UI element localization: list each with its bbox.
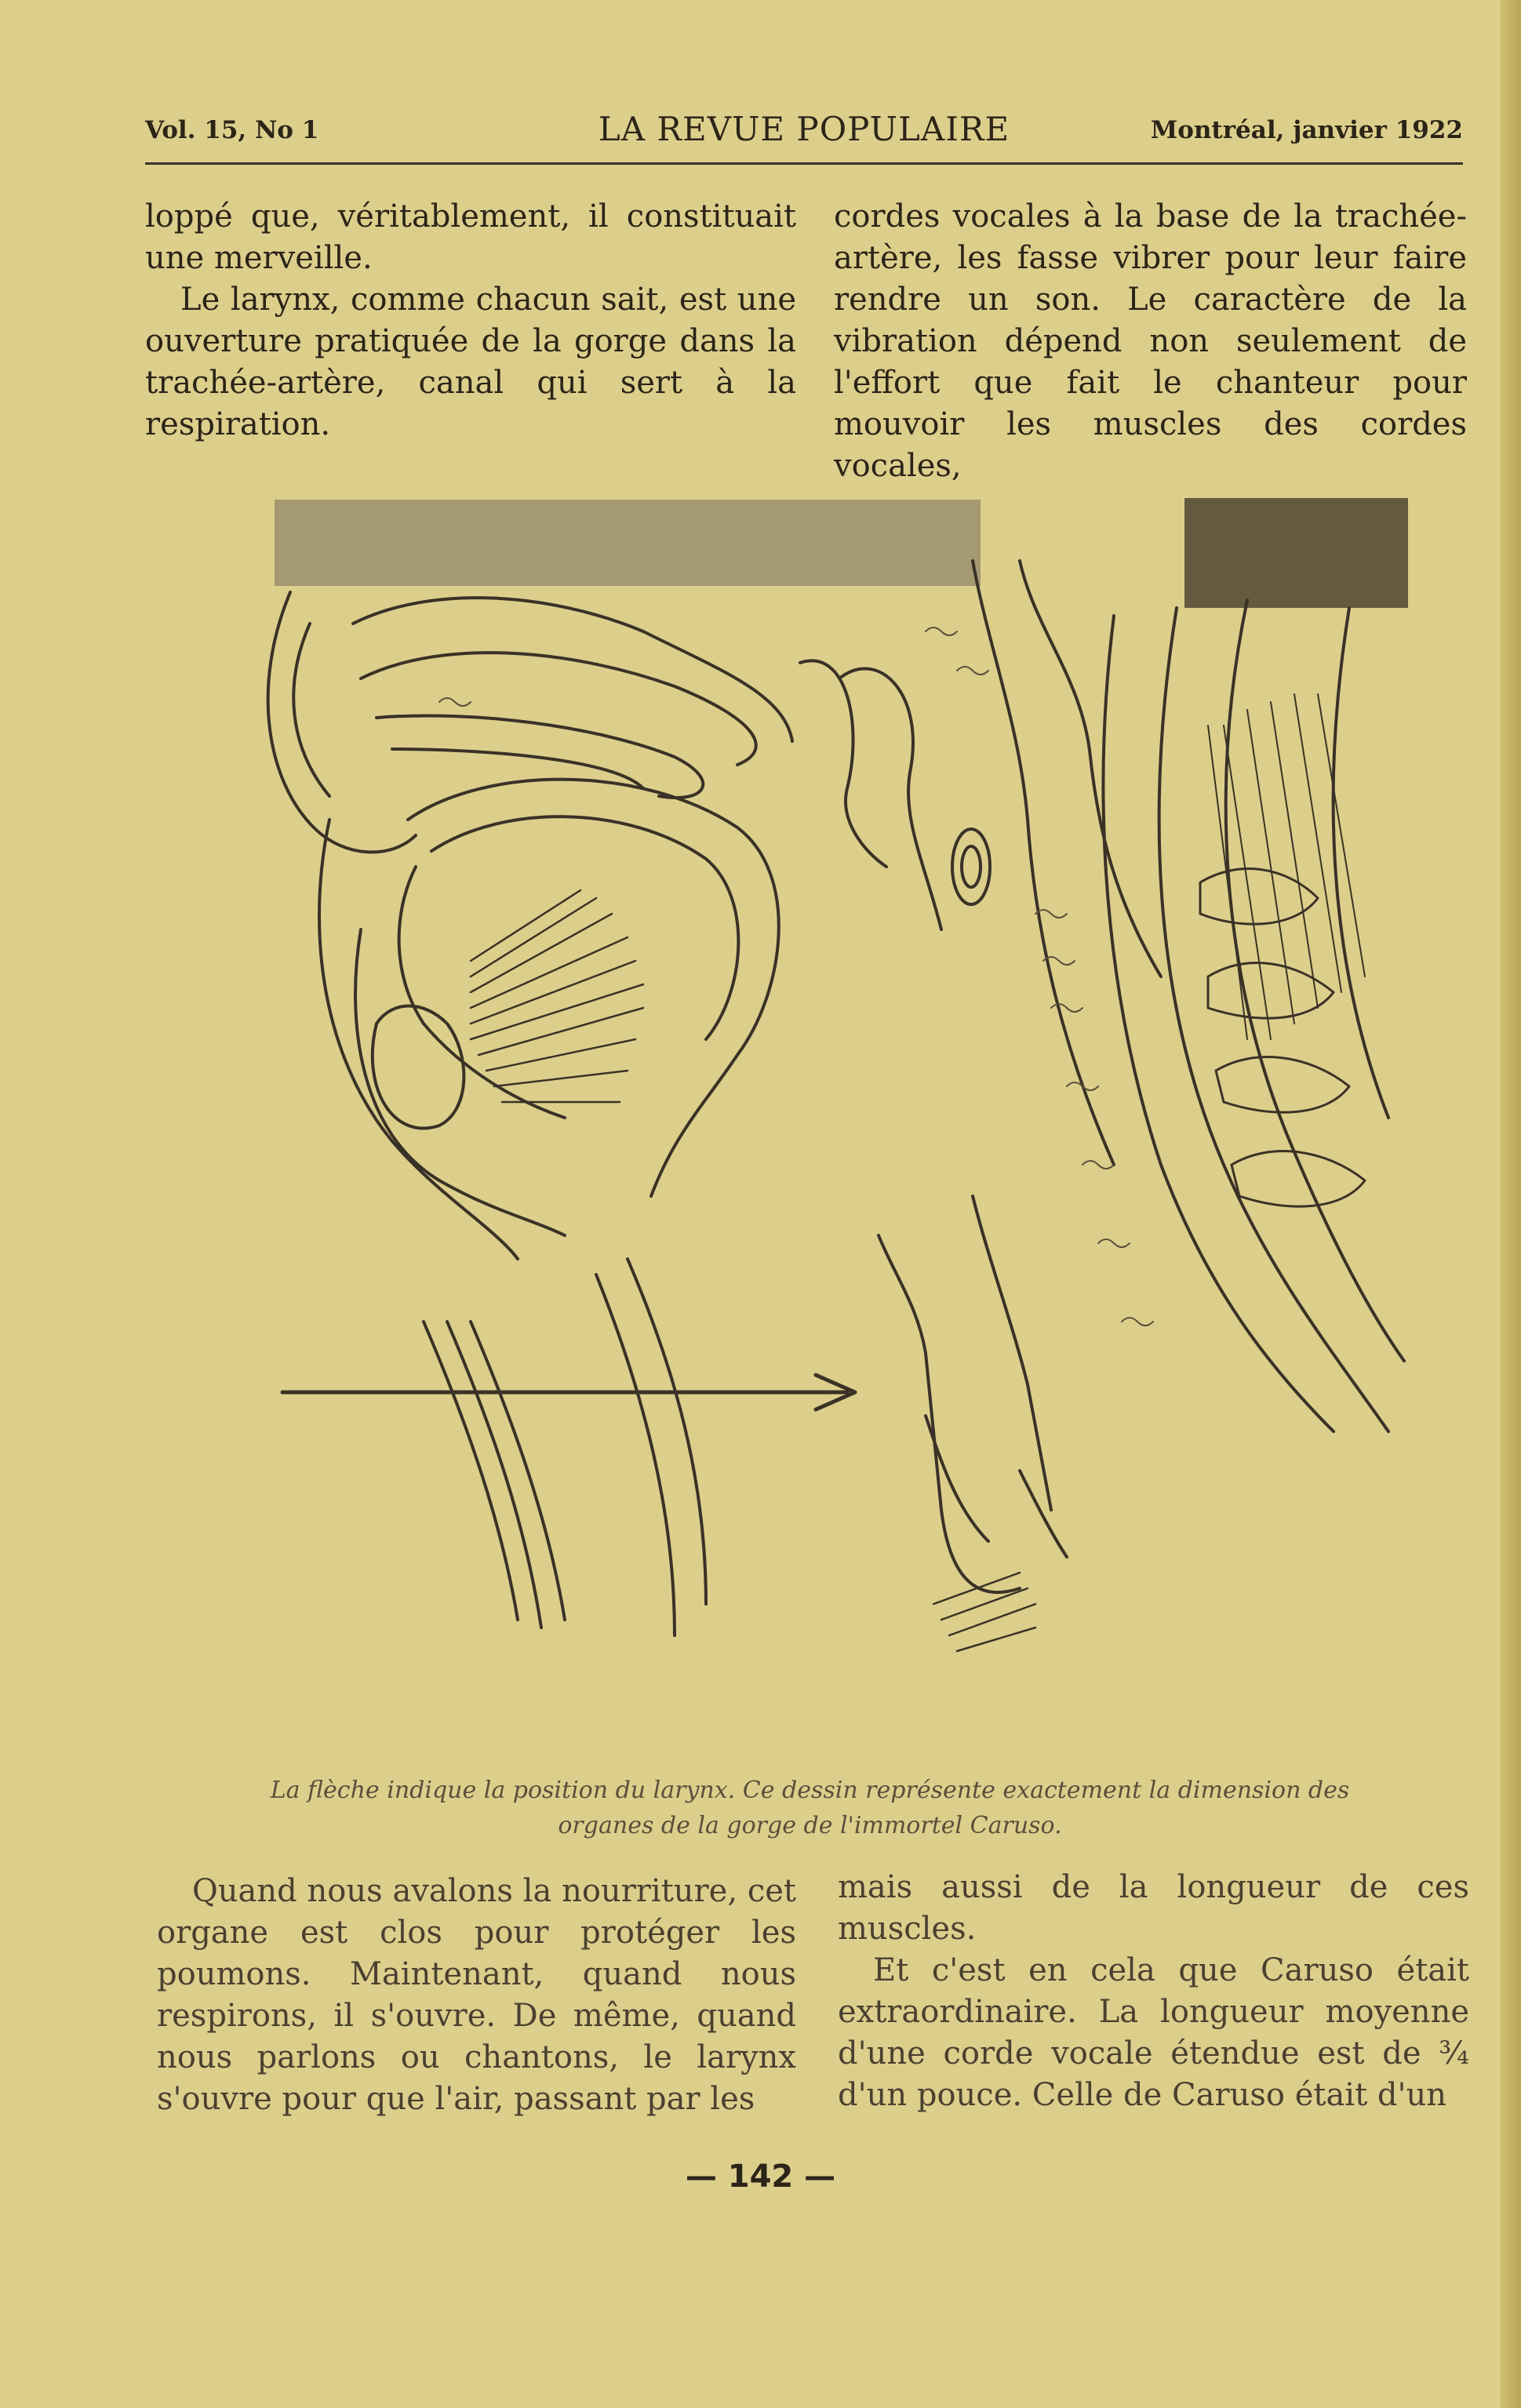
paragraph: cordes vocales à la base de la trachée-artère, les fasse vibrer pour leur faire rendre un son. Le caractère de la vibration dépend non seulement de l'effort que fait le chanteur pour mouvoir les muscles des cordes vocales, bbox=[834, 198, 1467, 484]
paper-edge bbox=[1501, 0, 1521, 2408]
column-top-left bbox=[145, 196, 796, 446]
column-bottom-left bbox=[157, 1871, 796, 2120]
paragraph: Le larynx, comme chacun sait, est une ouverture pratiquée de la gorge dans la trachée-artère, canal qui sert à la respiration. bbox=[145, 282, 796, 442]
paragraph: Et c'est en cela que Caruso était extraordinaire. La longueur moyenne d'une corde vocale étendue est de ¾ d'un pouce. Celle de Caruso était d'un bbox=[838, 1952, 1469, 2113]
caption-line: organes de la gorge de l'immortel Caruso. bbox=[558, 1812, 1062, 1839]
page-number: — 142 — bbox=[685, 2159, 836, 2195]
caption-line: La flèche indique la position du larynx. Ce dessin représente exactement la dimension des bbox=[270, 1777, 1350, 1804]
throat-anatomy-illustration bbox=[235, 490, 1428, 1726]
issue-date: Montréal, janvier 1922 bbox=[1150, 116, 1463, 144]
volume-number: Vol. 15, No 1 bbox=[145, 116, 319, 144]
paragraph: Quand nous avalons la nourriture, cet organe est clos pour protéger les poumons. Maintenant, quand nous respirons, il s'ouvre. De même, quand nous parlons ou chantons, le larynx s'ouvre pour que l'air, passant par les bbox=[157, 1873, 796, 2117]
column-top-right bbox=[834, 196, 1467, 487]
journal-title: LA REVUE POPULAIRE bbox=[598, 110, 1010, 148]
larynx-arrow bbox=[282, 1375, 855, 1410]
figure-caption bbox=[157, 1773, 1463, 1843]
running-header bbox=[145, 110, 1463, 157]
paragraph: loppé que, véritablement, il constituait une merveille. bbox=[145, 198, 796, 276]
header-rule bbox=[145, 162, 1463, 165]
column-bottom-right bbox=[838, 1867, 1469, 2116]
paragraph: mais aussi de la longueur de ces muscles. bbox=[838, 1869, 1469, 1947]
